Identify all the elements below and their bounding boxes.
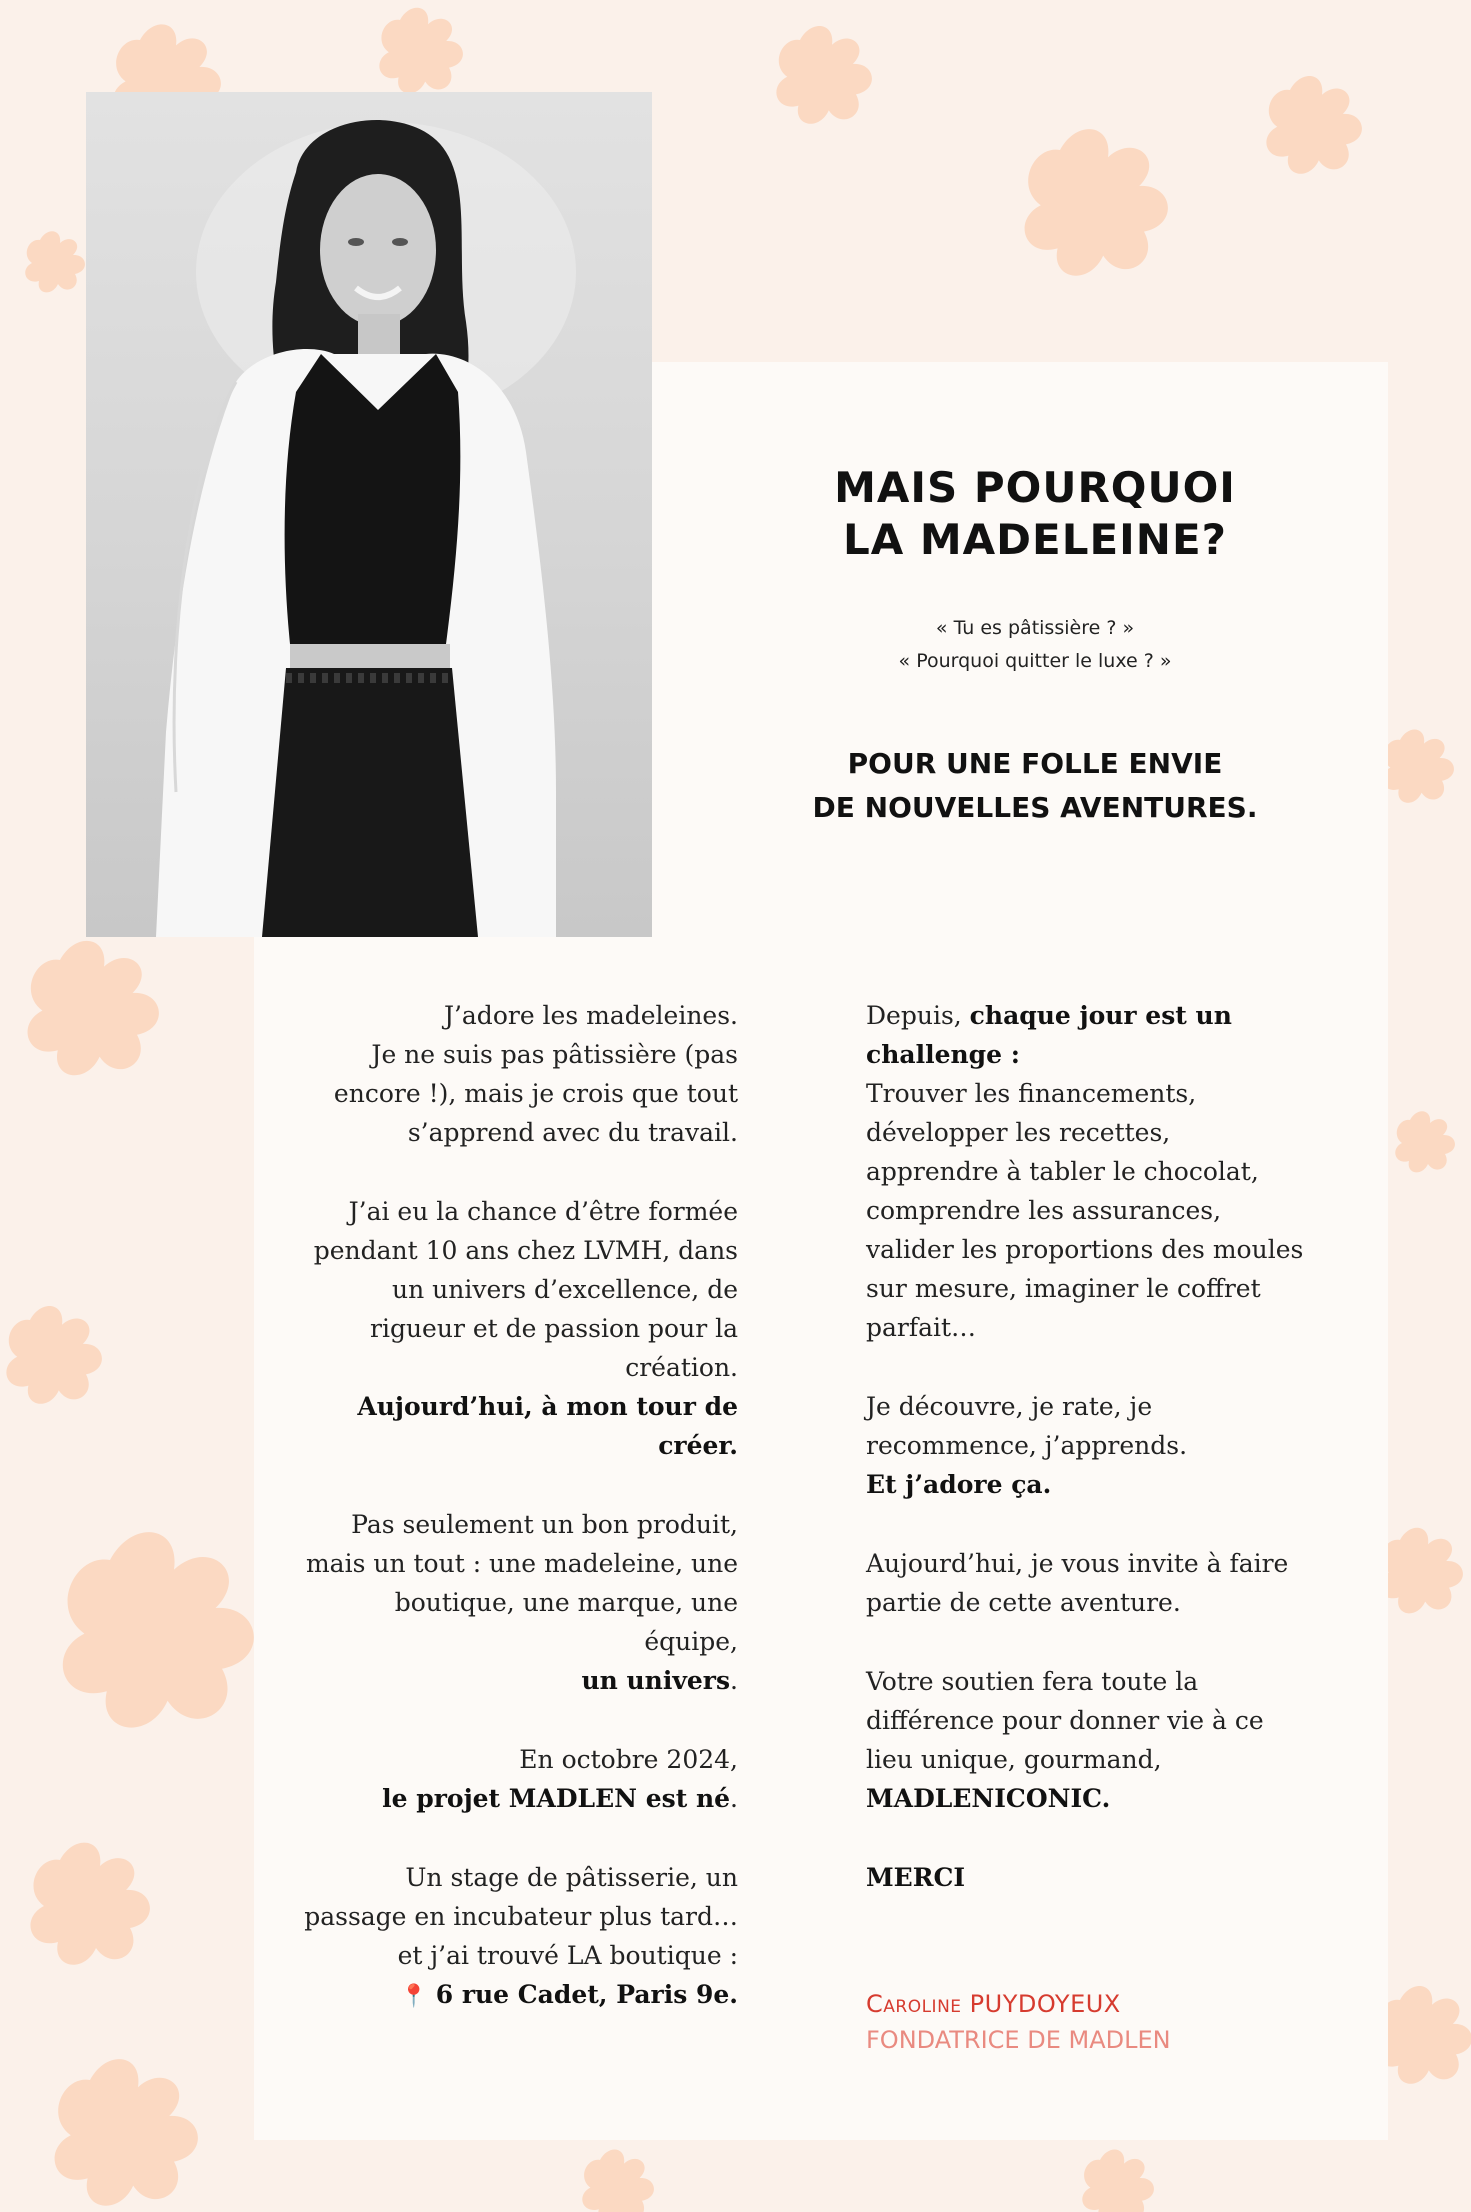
text: .: [730, 1784, 738, 1813]
paragraph: [866, 1387, 1306, 1504]
paragraph: J’adore les madeleines.: [443, 1001, 738, 1030]
emphasis: Aujourd’hui, à mon tour de créer.: [357, 1392, 738, 1460]
title-line-2: LA MADELEINE?: [842, 515, 1228, 564]
page-title: [760, 462, 1310, 566]
tagline-line-2: DE NOUVELLES AVENTURES.: [812, 791, 1258, 824]
paragraph: J’ai eu la chance d’être formée pendant 10 ans chez LVMH, dans un univers d’excellence, de rigueur et de passion pour la création.: [313, 1197, 738, 1382]
left-text-column: [300, 996, 738, 2056]
text: Pas seulement un bon produit, mais un tout : une madeleine, une boutique, une marque, une équipe,: [305, 1510, 738, 1656]
paragraph: [866, 1858, 1306, 1897]
text: Un stage de pâtisserie, un passage en incubateur plus tard… et j’ai trouvé LA boutique :: [304, 1863, 738, 1970]
paragraph: [300, 1505, 738, 1700]
location-pin-icon: 📍: [400, 1984, 428, 2009]
text: Votre soutien fera toute la différence pour donner vie à ce lieu unique, gourmand,: [866, 1667, 1264, 1774]
tagline-line-1: POUR UNE FOLLE ENVIE: [847, 747, 1223, 780]
paragraph: [866, 996, 1306, 1347]
emphasis: MADLENICONIC.: [866, 1784, 1111, 1813]
emphasis: chaque jour est un challenge :: [866, 1001, 1232, 1069]
thanks: MERCI: [866, 1863, 966, 1892]
quotes-block: [760, 612, 1310, 678]
text: .: [730, 1666, 738, 1695]
paragraph: [300, 1858, 738, 2016]
address: 6 rue Cadet, Paris 9e.: [435, 1980, 738, 2009]
portrait-photo: [86, 92, 652, 937]
paragraph: Aujourd’hui, je vous invite à faire partie de cette aventure.: [866, 1549, 1289, 1617]
right-text-column: [866, 996, 1306, 1937]
title-line-1: MAIS POURQUOI: [834, 463, 1236, 512]
quote-2: « Pourquoi quitter le luxe ? »: [898, 650, 1172, 672]
founder-role: FONDATRICE DE MADLEN: [866, 2026, 1171, 2054]
signature: [866, 1986, 1171, 2058]
emphasis: le projet MADLEN est né: [382, 1784, 731, 1813]
text: Depuis,: [866, 1001, 962, 1030]
emphasis: Et j’adore ça.: [866, 1470, 1052, 1499]
quote-1: « Tu es pâtissière ? »: [935, 617, 1135, 639]
emphasis: un univers: [581, 1666, 731, 1695]
text: En octobre 2024,: [519, 1745, 738, 1774]
text: Trouver les financements, développer les recettes, apprendre à tabler le chocolat, comprendre les assurances, valider les proportions des moules sur mesure, imaginer le coffret parfait…: [866, 1079, 1304, 1342]
text: Je découvre, je rate, je recommence, j’apprends.: [866, 1392, 1188, 1460]
tagline: [760, 742, 1310, 830]
paragraph-bold: [300, 1387, 738, 1465]
paragraph: Je ne suis pas pâtissière (pas encore !), mais je crois que tout s’apprend avec du travail.: [333, 1040, 738, 1147]
paragraph: [300, 1740, 738, 1818]
paragraph: [866, 1662, 1306, 1818]
founder-name: Caroline PUYDOYEUX: [866, 1990, 1121, 2018]
